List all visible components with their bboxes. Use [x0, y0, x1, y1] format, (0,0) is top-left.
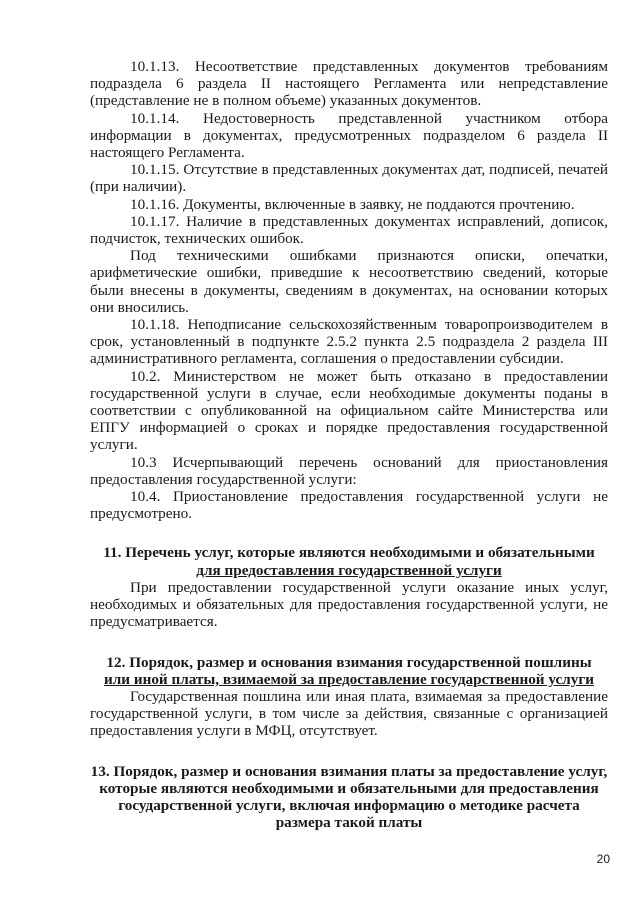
paragraph-10-1-14: 10.1.14. Недостоверность представленной участником отбора информации в документах, предусмотренных подразделом 6 раздела II настоящего Регламента. [90, 109, 608, 162]
paragraph-10-2: 10.2. Министерством не может быть отказано в предоставлении государственной услуги в случае, если необходимые документы поданы в соответствии с опубликованной на официальном сайте Министерства или ЕПГУ информацией о сроках и порядке предоставления государственной услуги. [90, 367, 608, 454]
section-12-text: Государственная пошлина или иная плата, взимаемая за предоставление государственной услуги, в том числе за действия, связанные с организацией предоставления услуги в МФЦ, отсутствует. [90, 687, 608, 740]
paragraph-10-4: 10.4. Приостановление предоставления государственной услуги не предусмотрено. [90, 488, 608, 523]
section-13-heading [90, 763, 608, 832]
section-11-heading-line2: для предоставления государственной услуги [196, 561, 502, 579]
section-13-heading-line2: которые являются необходимыми и обязательными для предоставления [99, 779, 599, 797]
section-12-heading-line1: 12. Порядок, размер и основания взимания государственной пошлины [106, 653, 592, 671]
page-number: 20 [596, 852, 610, 866]
section-13-heading-line1: 13. Порядок, размер и основания взимания платы за предоставление услуг, [90, 762, 608, 780]
paragraph-10-3: 10.3 Исчерпывающий перечень оснований для приостановления предоставления государственной услуги: [90, 453, 608, 488]
paragraph-10-1-17: 10.1.17. Наличие в представленных документах исправлений, дописок, подчисток, технических ошибок. [90, 212, 608, 248]
paragraph-10-1-18: 10.1.18. Неподписание сельскохозяйственным товаропроизводителем в срок, установленный в подпункте 2.5.2 пункта 2.5 подраздела 2 раздела III административного регламента, соглашения о предоставлении субсидии. [90, 316, 608, 368]
section-11-heading [90, 544, 608, 578]
section-11-text: При предоставлении государственной услуги оказание иных услуг, необходимых и обязательных для предоставления государственной услуги, не предусматривается. [90, 578, 608, 631]
paragraph-10-1-15: 10.1.15. Отсутствие в представленных документах дат, подписей, печатей (при наличии). [90, 161, 608, 196]
paragraph-10-1-16: 10.1.16. Документы, включенные в заявку, не поддаются прочтению. [130, 195, 575, 213]
document-page [90, 58, 608, 831]
section-13-heading-line3: государственной услуги, включая информацию о методике расчета [118, 796, 580, 814]
section-13-heading-line4: размера такой платы [275, 814, 423, 832]
paragraph-10-1-13: 10.1.13. Несоответствие представленных документов требованиям подраздела 6 раздела II настоящего Регламента или непредставление (представление не в полном объеме) указанных документов. [90, 58, 608, 110]
paragraph-technical-errors: Под техническими ошибками признаются описки, опечатки, арифметические ошибки, приведшие к несоответствию сведений, которые были внесены в документы, сведениям в документах, на основании которых они вносились. [90, 247, 608, 316]
section-12-heading [90, 654, 608, 688]
section-12-heading-line2: или иной платы, взимаемой за предоставление государственной услуги [104, 670, 594, 688]
section-11-heading-line1: 11. Перечень услуг, которые являются необходимыми и обязательными [103, 544, 595, 562]
